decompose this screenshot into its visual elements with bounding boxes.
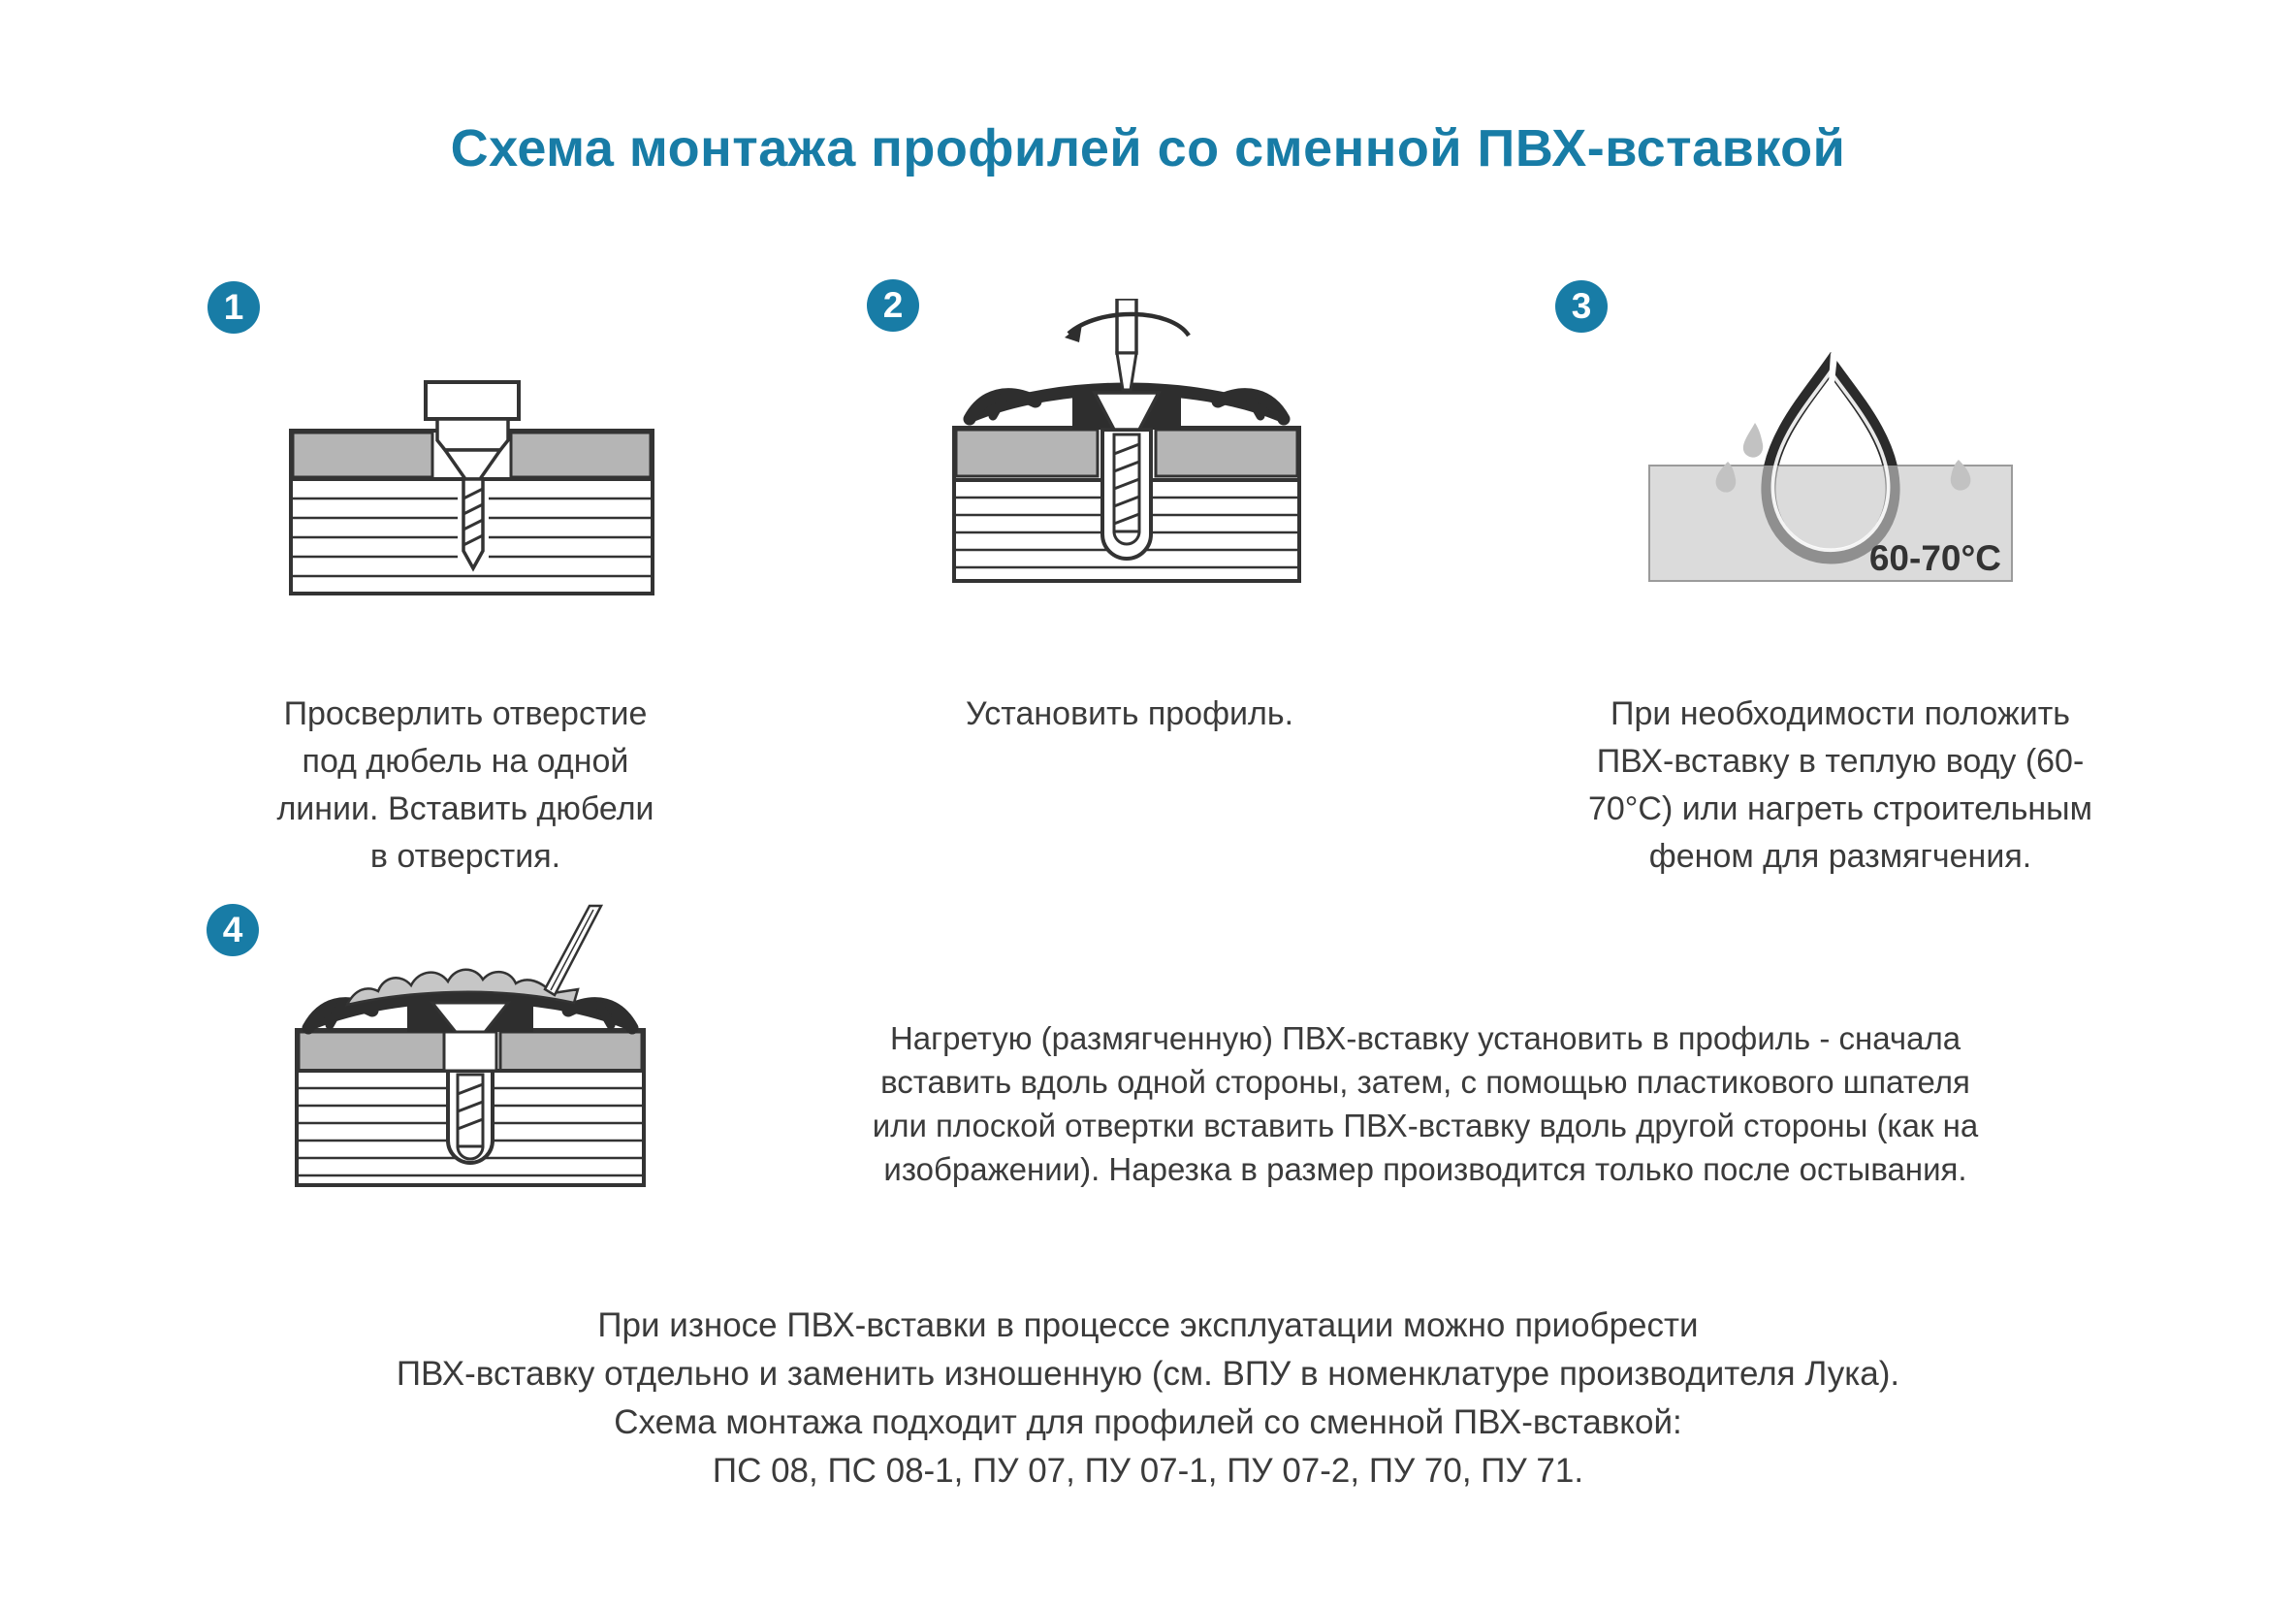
water-temperature-label: 60-70°C [1868,538,2001,578]
step-4-caption [669,1016,2182,1191]
screwdriver-installing-profile-illustration [952,299,1301,585]
footer-line: Схема монтажа подходит для профилей со сменной ПВХ-вставкой: [614,1403,1682,1441]
caption-line: 70°С) или нагреть строительным [1587,790,2092,827]
drill-and-dowel-in-floor-illustration [289,376,654,597]
caption-line: феном для размягчения. [1648,838,2032,875]
caption-line: ПВХ-вставку в теплую воду (60- [1596,743,2085,780]
footer-line: При износе ПВХ-вставки в процессе эксплуатации можно приобрести [597,1306,1699,1344]
caption-line: или плоской отвертки вставить ПВХ-вставку вдоль другой стороны (как на [872,1108,1979,1143]
caption-line: При необходимости положить [1610,695,2070,732]
step-2-number-badge [867,279,919,332]
step-1-number-badge [207,281,260,334]
caption-line: в отверстия. [369,838,561,875]
step-2-caption [873,691,1387,738]
caption-line: Просверлить отверстие [283,695,648,732]
step-number: 1 [223,287,244,327]
step-1-caption [223,691,708,881]
page-title: Схема монтажа профилей со сменной ПВХ-вставкой [450,119,1846,177]
caption-line: вставить вдоль одной стороны, затем, с помощью пластикового шпателя [880,1064,1970,1100]
step-3-caption [1569,691,2112,881]
caption-line: под дюбель на одной [302,743,629,780]
step-number: 3 [1571,286,1592,326]
step-3-number-badge [1555,280,1608,333]
footer-note [0,1302,2296,1495]
caption-line: Установить профиль. [965,695,1294,732]
footer-line: ПВХ-вставку отдельно и заменить изношенную (см. ВПУ в номенклатуре производителя Лука). [396,1355,1900,1393]
pvc-insert-in-warm-water-illustration [1646,338,2015,585]
caption-line: изображении). Нарезка в размер производится только после остывания. [883,1151,1967,1187]
step-number: 2 [882,285,904,325]
footer-line: ПС 08, ПС 08-1, ПУ 07, ПУ 07-1, ПУ 07-2, ПУ 70, ПУ 71. [712,1452,1584,1490]
caption-line: Нагретую (размягченную) ПВХ-вставку установить в профиль - сначала [889,1020,1961,1056]
step-number: 4 [222,910,243,949]
caption-line: линии. Вставить дюбели [276,790,654,827]
step-4-number-badge [207,904,259,956]
inserting-pvc-insert-illustration [291,904,650,1190]
